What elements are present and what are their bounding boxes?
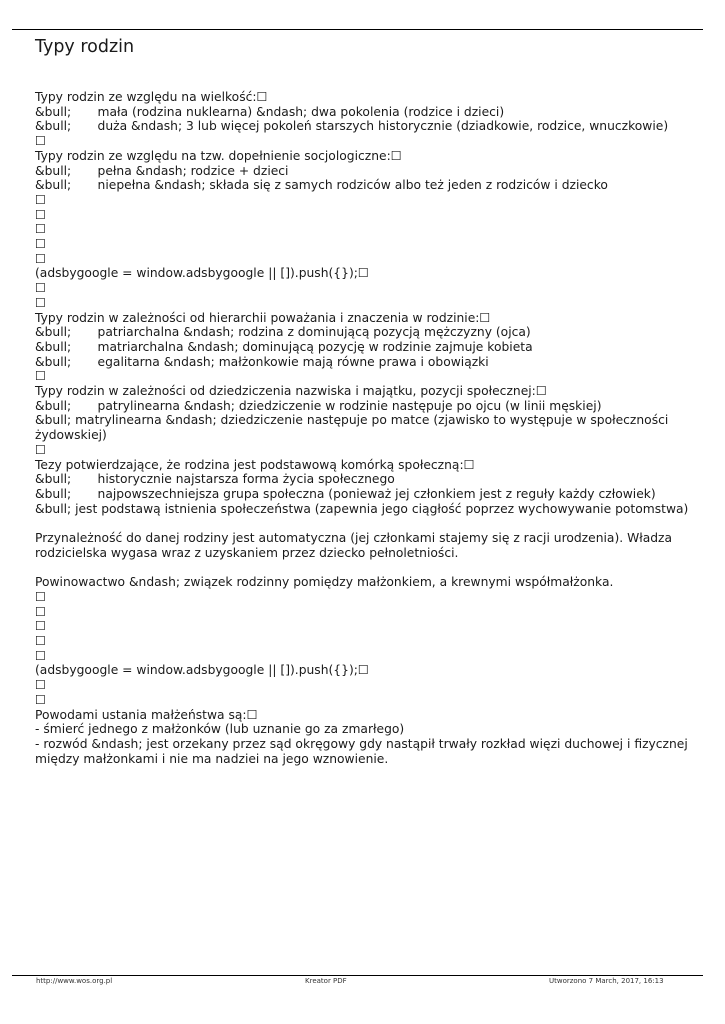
text-line: - śmierć jednego z małżonków (lub uznanie go za zmarłego) [35,722,405,737]
text-line: - rozwód &ndash; jest orzekany przez sąd okręgowy gdy nastąpił trwały rozkład więzi duchowej i fizycznej między małżonkami i nie ma nadziei na jego wznowienie. [35,736,688,766]
text-line: ☐ [35,192,47,207]
text-line: &bull; niepełna &ndash; składa się z samych rodziców albo też jeden z rodziców i dziecko [35,178,608,193]
text-line: Typy rodzin w zależności od dziedziczenia nazwiska i majątku, pozycji społecznej:☐ [35,384,547,399]
text-line: &bull; jest podstawą istnienia społeczeństwa (zapewnia jego ciągłość poprzez wychowywanie potomstwa) [35,501,689,516]
text-line: Typy rodzin w zależności od hierarchii poważania i znaczenia w rodzinie:☐ [35,310,491,325]
footer-generator: Kreator PDF [305,977,347,985]
text-line: &bull; historycznie najstarsza forma życia społecznego [35,472,395,487]
text-line: &bull; patriarchalna &ndash; rodzina z dominującą pozycją mężczyzny (ojca) [35,325,531,340]
text-line: Powinowactwo &ndash; związek rodzinny pomiędzy małżonkiem, a krewnymi współmałżonka. [35,575,614,590]
text-line: ☐ [35,589,47,604]
text-line: ☐ [35,251,47,266]
text-line: &bull; matrylinearna &ndash; dziedziczenie następuje po matce (zjawisko to występuje w społeczności żydowskiej) [35,413,669,443]
text-line: ☐ [35,692,47,707]
text-line: (adsbygoogle = window.adsbygoogle || []).push({});☐ [35,663,369,678]
page-title: Typy rodzin [35,37,135,57]
text-line: &bull; mała (rodzina nuklearna) &ndash; dwa pokolenia (rodzice i dzieci) [35,104,505,119]
text-line: &bull; matriarchalna &ndash; dominującą pozycję w rodzinie zajmuje kobieta [35,339,533,354]
text-line: ☐ [35,619,47,634]
text-line: ☐ [35,678,47,693]
header-divider [12,29,703,30]
text-line: &bull; najpowszechniejsza grupa społeczna (ponieważ jej członkiem jest z reguły każdy człowiek) [35,486,656,501]
text-line: ☐ [35,237,47,252]
text-line: Typy rodzin ze względu na tzw. dopełnienie socjologiczne:☐ [35,148,402,163]
text-line: ☐ [35,604,47,619]
text-line: ☐ [35,369,47,384]
footer-divider [12,975,703,976]
text-line: Typy rodzin ze względu na wielkość:☐ [35,90,268,104]
text-line: Tezy potwierdzające, że rodzina jest podstawową komórką społeczną:☐ [35,457,475,472]
text-line: ☐ [35,222,47,237]
blank-line [35,560,695,575]
text-line: &bull; egalitarna &ndash; małżonkowie mają równe prawa i obowiązki [35,354,489,369]
text-line: &bull; patrylinearna &ndash; dziedziczenie w rodzinie następuje po ojcu (w linii męskiej) [35,398,602,413]
text-line: ☐ [35,207,47,222]
text-line: ☐ [35,134,47,149]
text-line: ☐ [35,442,47,457]
text-line: &bull; pełna &ndash; rodzice + dzieci [35,163,289,178]
text-line: Powodami ustania małżeństwa są:☐ [35,707,258,722]
text-line: ☐ [35,295,47,310]
text-line: ☐ [35,648,47,663]
text-line: &bull; duża &ndash; 3 lub więcej pokoleń starszych historycznie (dziadkowie, rodzice, wnuczkowie) [35,119,669,134]
text-line: ☐ [35,281,47,296]
document-body [35,90,695,766]
text-line: ☐ [35,633,47,648]
text-line: Przynależność do danej rodziny jest automatyczna (jej członkami stajemy się z racji urodzenia). Władza rodzicielska wygasa wraz z uzyskaniem przez dziecko pełnoletniości. [35,531,673,560]
footer-timestamp: Utworzono 7 March, 2017, 16:13 [549,977,664,985]
footer-url: http://www.wos.org.pl [36,977,113,985]
blank-line [35,516,695,531]
text-line: (adsbygoogle = window.adsbygoogle || []).push({});☐ [35,266,369,281]
